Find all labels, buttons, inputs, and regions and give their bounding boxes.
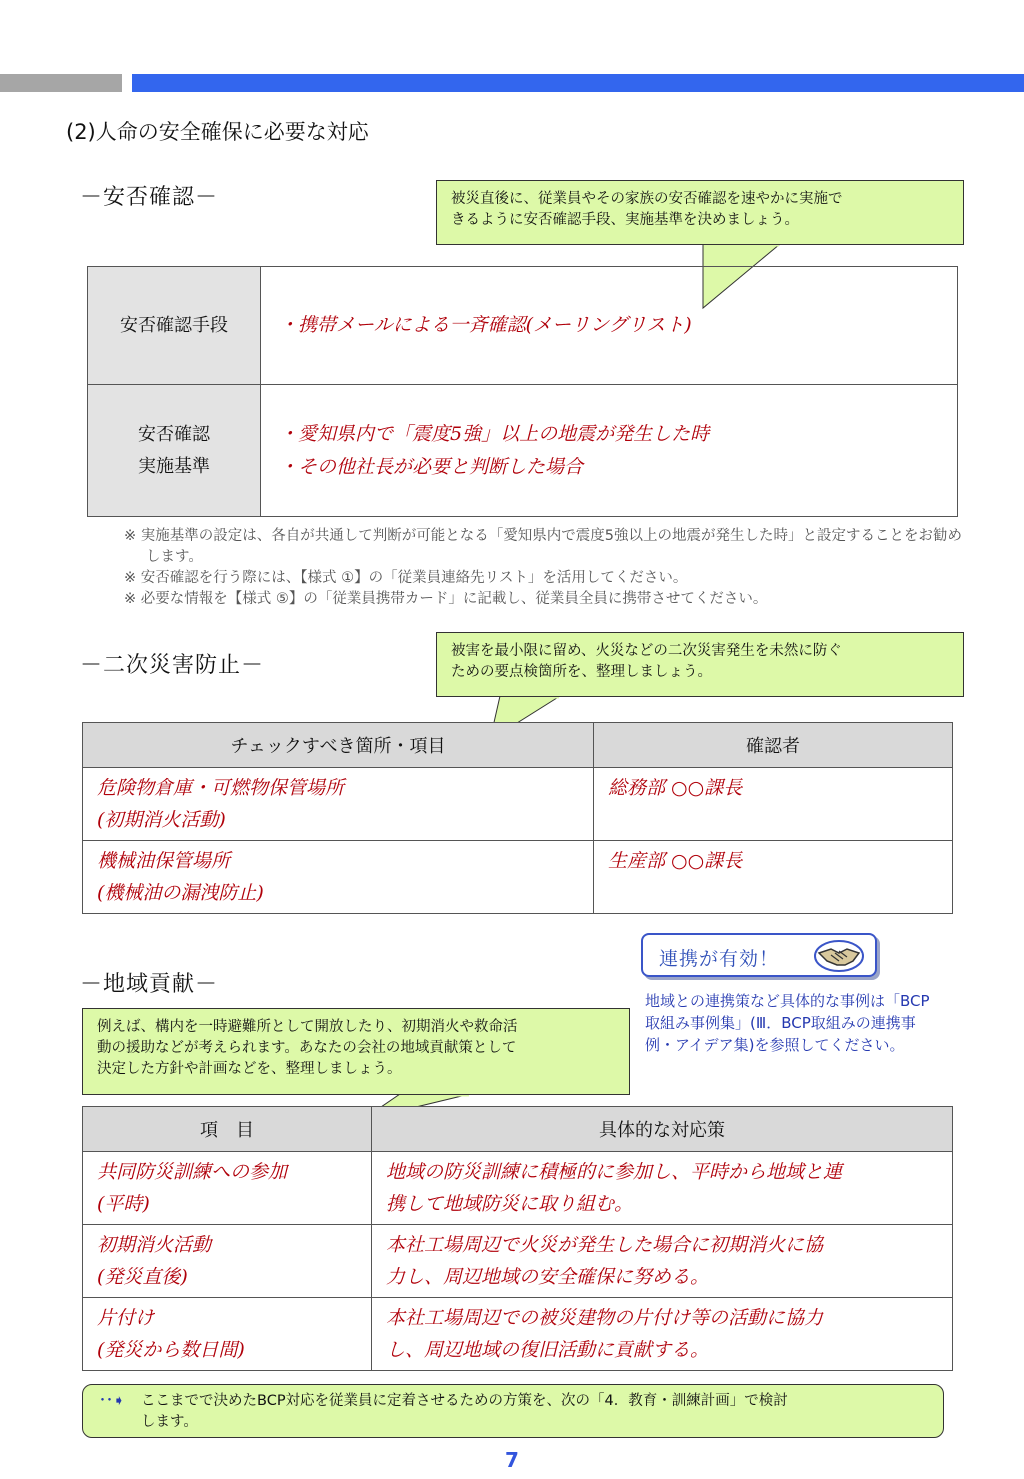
row-label: 安否確認手段 [88,267,261,385]
secondary-disaster-table [82,722,953,914]
item: 片付け (発災から数日間) [83,1298,372,1371]
community-table [82,1106,953,1371]
callout-secondary-disaster: 被害を最小限に留め、火災などの二次災害発生を未然に防ぐ ための要点検箇所を、整理しましょう。 [436,632,964,697]
arrow-icon: ･･➧ [99,1393,125,1409]
table-row [83,1225,953,1298]
section-title-community: －地域貢献－ [80,972,219,997]
notes [124,526,969,610]
cooperation-note: 地域との連携策など具体的な事例は「BCP 取組み事例集」(Ⅲ．BCP取組みの連携事 例・アイデア集)を参照してください。 [645,992,930,1054]
table-row [88,267,958,385]
measure: 本社工場周辺で火災が発生した場合に初期消火に協 力し、周辺地域の安全確保に努める。 [372,1225,953,1298]
cooperation-badge: 連携が有効！ [641,933,877,977]
table-row [88,385,958,517]
section-title-secondary-disaster: －二次災害防止－ [80,653,265,678]
check-item: 危険物倉庫・可燃物保管場所 (初期消火活動) [83,768,594,841]
note-item: ※ 実施基準の設定は、各自が共通して判断が可能となる「愛知県内で震度5強以上の地震が発生した時」と設定することをお勧めします。 [124,528,962,565]
table-header-row [83,723,953,768]
page-number: 7 [505,1448,519,1472]
item: 初期消火活動 (発災直後) [83,1225,372,1298]
table-row [83,1298,953,1371]
row-value: ・携帯メールによる一斉確認(メーリングリスト) [261,267,958,385]
handshake-icon [813,939,865,973]
note-item: ※ 必要な情報を【様式 ⑤】の「従業員携帯カード」に記載し、従業員全員に携帯させてください。 [124,591,768,607]
next-step-box: ･･➧ ここまでで決めたBCP対応を従業員に定着させるための方策を、次の「4．教育・訓練計画」で検討 します。 [82,1384,944,1438]
table-row [83,768,953,841]
column-header: 確認者 [594,723,953,768]
checker: 総務部 ○○課長 [594,768,953,841]
callout-community: 例えば、構内を一時避難所として開放したり、初期消火や救命活 動の援助などが考えられます。あなたの会社の地域貢献策として 決定した方針や計画などを、整理しましょう。 [82,1008,630,1095]
row-value: ・愛知県内で「震度5強」以上の地震が発生した時 ・その他社長が必要と判断した場合 [261,385,958,517]
item: 共同防災訓練への参加 (平時) [83,1152,372,1225]
callout-safety-check: 被災直後に、従業員やその家族の安否確認を速やかに実施で きるように安否確認手段、実施基準を決めましょう。 [436,180,964,245]
row-label: 安否確認 実施基準 [88,385,261,517]
check-item: 機械油保管場所 (機械油の漏洩防止) [83,841,594,914]
column-header: チェックすべき箇所・項目 [83,723,594,768]
checker: 生産部 ○○課長 [594,841,953,914]
measure: 本社工場周辺での被災建物の片付け等の活動に協力 し、周辺地域の復旧活動に貢献する。 [372,1298,953,1371]
safety-check-table [87,266,958,517]
column-header: 項 目 [83,1107,372,1152]
table-row [83,841,953,914]
note-item: ※ 安否確認を行う際には、【様式 ①】の「従業員連絡先リスト」を活用してください。 [124,570,688,586]
measure: 地域の防災訓練に積極的に参加し、平時から地域と連 携して地域防災に取り組む。 [372,1152,953,1225]
section-title-safety-check: －安否確認－ [80,185,219,210]
page-title: (2)人命の安全確保に必要な対応 [66,120,369,144]
column-header: 具体的な対応策 [372,1107,953,1152]
table-row [83,1152,953,1225]
table-header-row [83,1107,953,1152]
